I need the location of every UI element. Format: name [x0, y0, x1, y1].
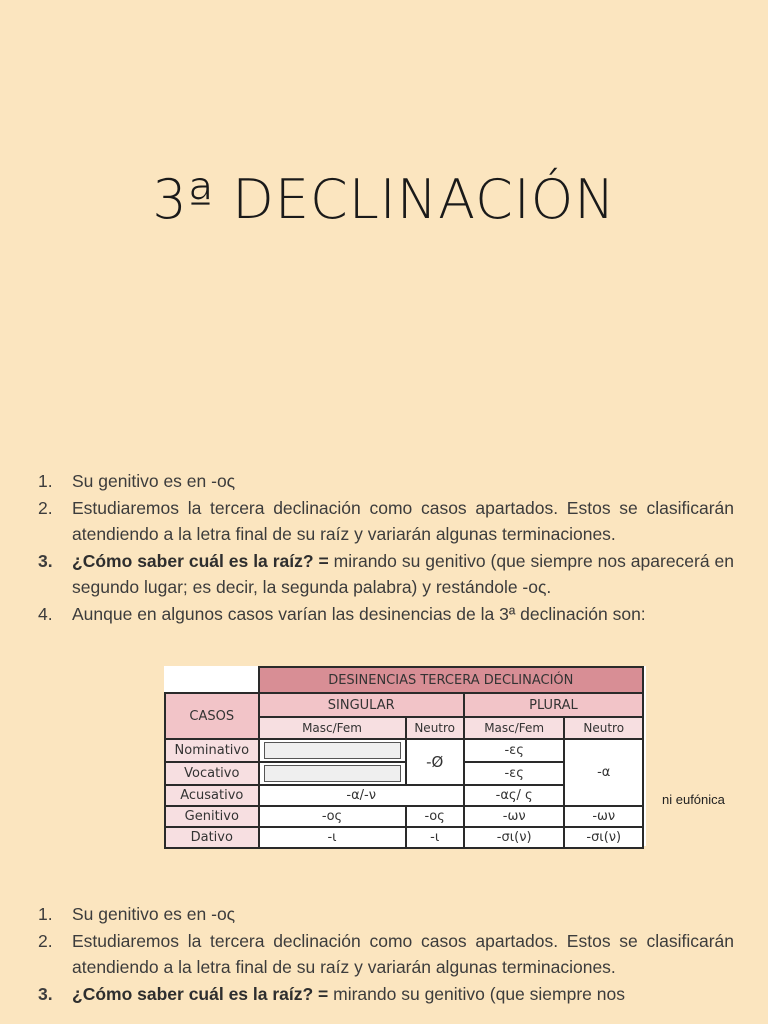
genitivo-sing-n: -ος	[406, 806, 464, 827]
side-note: ni eufónica	[662, 792, 725, 807]
plural-neutro-header: Neutro	[564, 717, 643, 739]
list-number: 3.	[38, 550, 53, 571]
list-text-rest: mirando su genitivo (que siempre nos aparecerá en segundo lugar; es decir, la segunda palabra) y restándole -ος.	[72, 550, 735, 597]
row-acusativo-label: Acusativo	[165, 785, 259, 806]
list-text-rest: mirando su genitivo (que siempre nos	[328, 983, 625, 1004]
plural-neutro-merged: -α	[564, 739, 643, 806]
declension-table-image	[164, 666, 646, 846]
list-number: 1.	[38, 471, 53, 491]
list-item	[38, 468, 734, 495]
row-nominativo-label: Nominativo	[165, 739, 259, 762]
plural-masc-fem-header: Masc/Fem	[464, 717, 565, 739]
casos-header: CASOS	[165, 693, 259, 739]
table-corner	[165, 667, 259, 693]
list-text: Aunque en algunos casos varían las desinencias de la 3ª declinación son:	[72, 603, 646, 624]
page-title: 3ª DECLINACIÓN	[152, 168, 616, 231]
nominativo-sing-mf	[259, 739, 406, 762]
sing-masc-fem-header: Masc/Fem	[259, 717, 406, 739]
declension-table	[164, 666, 644, 849]
list-item	[38, 495, 734, 548]
acusativo-plural-mf: -ας/ ς	[464, 785, 565, 806]
plural-header: PLURAL	[464, 693, 643, 717]
genitivo-plural-mf: -ων	[464, 806, 565, 827]
list-item	[38, 981, 734, 1008]
empty-box	[264, 742, 401, 759]
list-text: Estudiaremos la tercera declinación como casos apartados. Estos se clasificarán atendiendo a la letra final de su raíz y variarán algunas terminaciones.	[72, 930, 734, 977]
list-number: 3.	[38, 983, 53, 1004]
list-item	[38, 901, 734, 928]
sing-neutro-header: Neutro	[406, 717, 464, 739]
vocativo-sing-mf	[259, 762, 406, 785]
list-item	[38, 548, 734, 601]
list-text: Estudiaremos la tercera declinación como casos apartados. Estos se clasificarán atendiendo a la letra final de su raíz y variarán algunas terminaciones.	[72, 497, 734, 544]
list-number: 1.	[38, 904, 53, 924]
empty-box	[264, 765, 401, 782]
row-dativo-label: Dativo	[165, 827, 259, 848]
rules-list-repeat	[38, 901, 734, 1007]
list-bold-question: ¿Cómo saber cuál es la raíz? =	[72, 983, 329, 1004]
list-text	[72, 981, 734, 1008]
row-vocativo-label: Vocativo	[165, 762, 259, 785]
list-text: Su genitivo es en -ος	[72, 471, 236, 491]
list-bold-question: ¿Cómo saber cuál es la raíz? =	[72, 550, 329, 571]
list-item	[38, 601, 734, 628]
list-text: Su genitivo es en -ος	[72, 904, 236, 924]
dativo-sing-mf: -ι	[259, 827, 406, 848]
genitivo-plural-n: -ων	[564, 806, 643, 827]
list-number: 2.	[38, 497, 53, 518]
list-text	[72, 548, 734, 601]
dativo-sing-n: -ι	[406, 827, 464, 848]
acusativo-sing: -α/-ν	[259, 785, 464, 806]
dativo-plural-n: -σι(ν)	[564, 827, 643, 848]
list-number: 2.	[38, 930, 53, 951]
row-genitivo-label: Genitivo	[165, 806, 259, 827]
rules-list	[38, 468, 734, 627]
dativo-plural-mf: -σι(ν)	[464, 827, 565, 848]
vocativo-plural-mf: -ες	[464, 762, 565, 785]
singular-header: SINGULAR	[259, 693, 464, 717]
nominativo-plural-mf: -ες	[464, 739, 565, 762]
table-title: DESINENCIAS TERCERA DECLINACIÓN	[259, 667, 643, 693]
list-item	[38, 928, 734, 981]
sing-neutro-merged: -Ø	[406, 739, 464, 785]
genitivo-sing-mf: -ος	[259, 806, 406, 827]
list-number: 4.	[38, 603, 53, 624]
